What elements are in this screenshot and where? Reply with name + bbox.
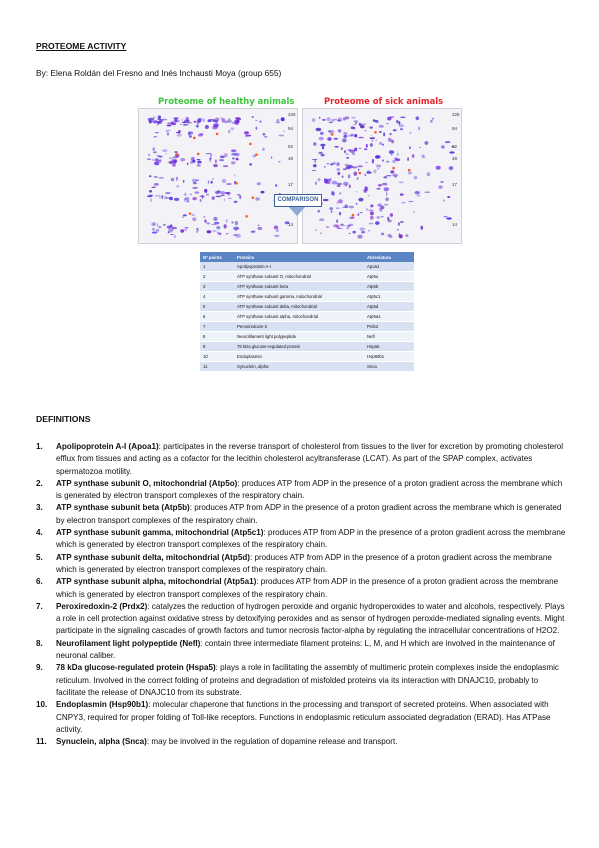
definition-number: 4. xyxy=(36,528,43,538)
definition-text: : participates in the reverse transport of cholesterol from tissues to the liver for excretion by promoting cholesterol efflux from tissues and acting as a cofactor for the lecithin cholesterol acyltransferase (LCAT). As part of the SPAP complex, activates spermatozoa motility. xyxy=(56,442,564,476)
comparison-arrow-icon xyxy=(288,206,306,216)
definition-text: : produces ATP from ADP in the presence of a proton gradient across the membrane which is generated by electron transport complexes of the respiratory chain. xyxy=(56,478,563,501)
definition-text: : produces ATP from ADP in the presence of a proton gradient across the membrane which is generated by electron transport complexes of the respiratory chain. xyxy=(56,528,566,550)
definition-term: Synuclein, alpha (Snca) xyxy=(56,737,147,747)
mw-marker-label: 62 xyxy=(452,144,458,149)
table-cell-protein: 78 kDa glucose-regulated protein xyxy=(234,342,364,352)
healthy-gel-image xyxy=(138,108,298,244)
mw-marker-label: 14 xyxy=(452,222,458,227)
definition-number: 8. xyxy=(36,638,43,648)
definition-term: Apolipoprotein A-I (Apoa1) xyxy=(56,442,159,451)
mw-marker-label: 17 xyxy=(452,182,458,187)
sick-gel-spots xyxy=(303,109,461,243)
healthy-gel-spots xyxy=(139,109,297,243)
table-cell-point: 8 xyxy=(200,332,234,342)
mw-marker-label: 225 xyxy=(452,112,460,117)
definition-text: : molecular chaperone that functions in the processing and transport of secreted proteins. When associated with CNPY3, required for proper folding of Toll-like receptors. Functions in endoplasmic reticulum associated degradation (ERAD). Has ATPase activity. xyxy=(56,700,551,734)
table-cell-point: 2 xyxy=(200,272,234,282)
table-cell-abbreviation: Atp5o xyxy=(364,272,414,282)
page-title: PROTEOME ACTIVITY xyxy=(36,41,127,51)
table-row xyxy=(200,352,414,362)
definition-item xyxy=(36,662,566,699)
authors-byline: By: Elena Roldán del Fresno and Inés Inchausti Moya (group 655) xyxy=(36,68,282,78)
mw-marker-label: 17 xyxy=(288,182,294,187)
table-cell-abbreviation: Nefl xyxy=(364,332,414,342)
definition-item xyxy=(36,441,566,478)
table-cell-abbreviation: Snca xyxy=(364,362,414,372)
table-row xyxy=(200,292,414,302)
mw-marker-label: 48 xyxy=(288,156,294,161)
definition-term: ATP synthase subunit O, mitochondrial (Atp5o) xyxy=(56,478,238,488)
table-cell-abbreviation: Atp5c1 xyxy=(364,292,414,302)
table-cell-protein: Synuclein, alpha xyxy=(234,362,364,372)
definition-text: : may be involved in the regulation of dopamine release and transport. xyxy=(146,737,398,747)
definition-text: : produces ATP from ADP in the presence of a proton gradient across the membrane which is generated by electron transport complexes of the respiratory chain. xyxy=(56,577,559,599)
table-cell-abbreviation: Hsp90b1 xyxy=(364,352,414,362)
definition-number: 1. xyxy=(36,442,43,451)
table-row xyxy=(200,262,414,272)
definition-text: : contain three intermediate filament proteins: L, M, and H which are involved in the maintenance of neuronal caliber. xyxy=(56,638,555,661)
table-cell-abbreviation: Apoa1 xyxy=(364,262,414,272)
healthy-gel-title: Proteome of healthy animals xyxy=(158,96,295,106)
definition-term: ATP synthase subunit gamma, mitochondrial (Atp5c1) xyxy=(56,528,264,538)
sick-gel-image xyxy=(302,108,462,244)
table-cell-protein: Neurofilament light polypeptide xyxy=(234,332,364,342)
table-cell-point: 1 xyxy=(200,262,234,272)
mw-marker-label: 94 xyxy=(452,126,458,131)
definition-term: Peroxiredoxin-2 (Prdx2) xyxy=(56,601,148,611)
table-cell-protein: ATP synthase subunit beta xyxy=(234,282,364,292)
table-cell-protein: Endoplasmin xyxy=(234,352,364,362)
table-row xyxy=(200,272,414,282)
definition-term: ATP synthase subunit delta, mitochondrial (Atp5d) xyxy=(56,552,250,562)
table-cell-point: 5 xyxy=(200,302,234,312)
definition-term: Neurofilament light polypeptide (Nefl) xyxy=(56,638,201,648)
table-cell-point: 6 xyxy=(200,312,234,322)
table-cell-protein: Apolipoprotein A-I xyxy=(234,262,364,272)
definition-term: ATP synthase subunit alpha, mitochondrial (Atp5a1) xyxy=(56,577,257,587)
table-cell-abbreviation: Atp5a1 xyxy=(364,312,414,322)
definition-number: 3. xyxy=(36,503,43,513)
table-cell-point: 9 xyxy=(200,342,234,352)
definition-item xyxy=(36,478,566,503)
definition-item xyxy=(36,527,566,552)
table-cell-protein: ATP synthase subunit gamma, mitochondrial xyxy=(234,292,364,302)
table-cell-point: 3 xyxy=(200,282,234,292)
table-cell-protein: ATP synthase subunit O, mitochondrial xyxy=(234,272,364,282)
table-cell-protein: ATP synthase subunit alpha, mitochondrial xyxy=(234,312,364,322)
definition-text: : produces ATP from ADP in the presence of a proton gradient across the membrane which is generated by electron transport complexes of the respiratory chain. xyxy=(56,552,552,574)
table-row xyxy=(200,282,414,292)
definition-number: 11. xyxy=(36,737,47,747)
definition-item xyxy=(36,576,566,601)
definition-item xyxy=(36,552,566,577)
definition-number: 2. xyxy=(36,478,43,488)
sick-gel-title: Proteome of sick animals xyxy=(324,96,444,106)
table-row xyxy=(200,332,414,342)
mw-marker-label: 14 xyxy=(288,222,294,227)
table-row xyxy=(200,312,414,322)
table-cell-abbreviation: Atp5d xyxy=(364,302,414,312)
table-cell-protein: ATP synthase subunit delta, mitochondrial xyxy=(234,302,364,312)
definition-number: 5. xyxy=(36,552,43,562)
table-cell-abbreviation: Hspa5 xyxy=(364,342,414,352)
table-cell-point: 10 xyxy=(200,352,234,362)
table-cell-point: 11 xyxy=(200,362,234,372)
mw-marker-label: 225 xyxy=(288,112,296,117)
definition-term: Endoplasmin (Hsp90b1) xyxy=(56,700,149,710)
definition-item xyxy=(36,638,566,663)
definition-item xyxy=(36,502,566,527)
definition-text: : catalyzes the reduction of hydrogen peroxide and organic hydroperoxides to water and alcohols, respectively. Plays a role in cell protection against oxidative stress by detoxifying peroxides and as sensor of hydrogen peroxide-mediated signaling events. Might participate in the signaling cascades of growth factors and tumor necrosis factor-alpha by regulating the intracellular concentrations of H2O2. xyxy=(56,601,565,636)
mw-marker-label: 62 xyxy=(288,144,294,149)
table-row xyxy=(200,302,414,312)
definition-item xyxy=(36,736,566,748)
definition-text: : plays a role in facilitating the assembly of multimeric protein complexes inside the endoplasmic reticulum. Involved in the correct folding of proteins and degradation of misfolded proteins via its interaction with DNAJC10, probably to facilitate the release of DNAJC10 from its substrate. xyxy=(56,663,559,697)
definitions-list xyxy=(36,441,566,748)
protein-table xyxy=(200,252,414,372)
definition-term: 78 kDa glucose-regulated protein (Hspa5) xyxy=(56,663,216,673)
table-cell-abbreviation: Atp5b xyxy=(364,282,414,292)
mw-marker-label: 94 xyxy=(288,126,294,131)
definition-number: 9. xyxy=(36,663,43,673)
mw-marker-label: 48 xyxy=(452,156,458,161)
definition-number: 10. xyxy=(36,700,48,710)
table-cell-point: 7 xyxy=(200,322,234,332)
table-cell-protein: Peroxiredoxin-2 xyxy=(234,322,364,332)
definition-term: ATP synthase subunit beta (Atp5b) xyxy=(56,503,190,513)
comparison-label: COMPARISON xyxy=(274,194,322,207)
table-header-abbreviation: Abreviatura xyxy=(364,252,414,262)
definition-item xyxy=(36,601,566,638)
table-header-proteins: Proteins xyxy=(234,252,364,262)
definitions-heading: DEFINITIONS xyxy=(36,414,91,424)
table-cell-abbreviation: Prdx2 xyxy=(364,322,414,332)
table-row xyxy=(200,362,414,372)
table-cell-point: 4 xyxy=(200,292,234,302)
definition-text: : produces ATP from ADP in the presence of a proton gradient across the membrane which is generated by electron transport complexes of the respiratory chain. xyxy=(56,503,562,525)
table-row xyxy=(200,322,414,332)
table-header-points: Nº points xyxy=(200,252,234,262)
proteome-figure xyxy=(138,94,460,246)
definition-number: 7. xyxy=(36,601,43,611)
definition-item xyxy=(36,699,566,736)
definition-number: 6. xyxy=(36,577,43,587)
table-header-row xyxy=(200,252,414,262)
table-row xyxy=(200,342,414,352)
